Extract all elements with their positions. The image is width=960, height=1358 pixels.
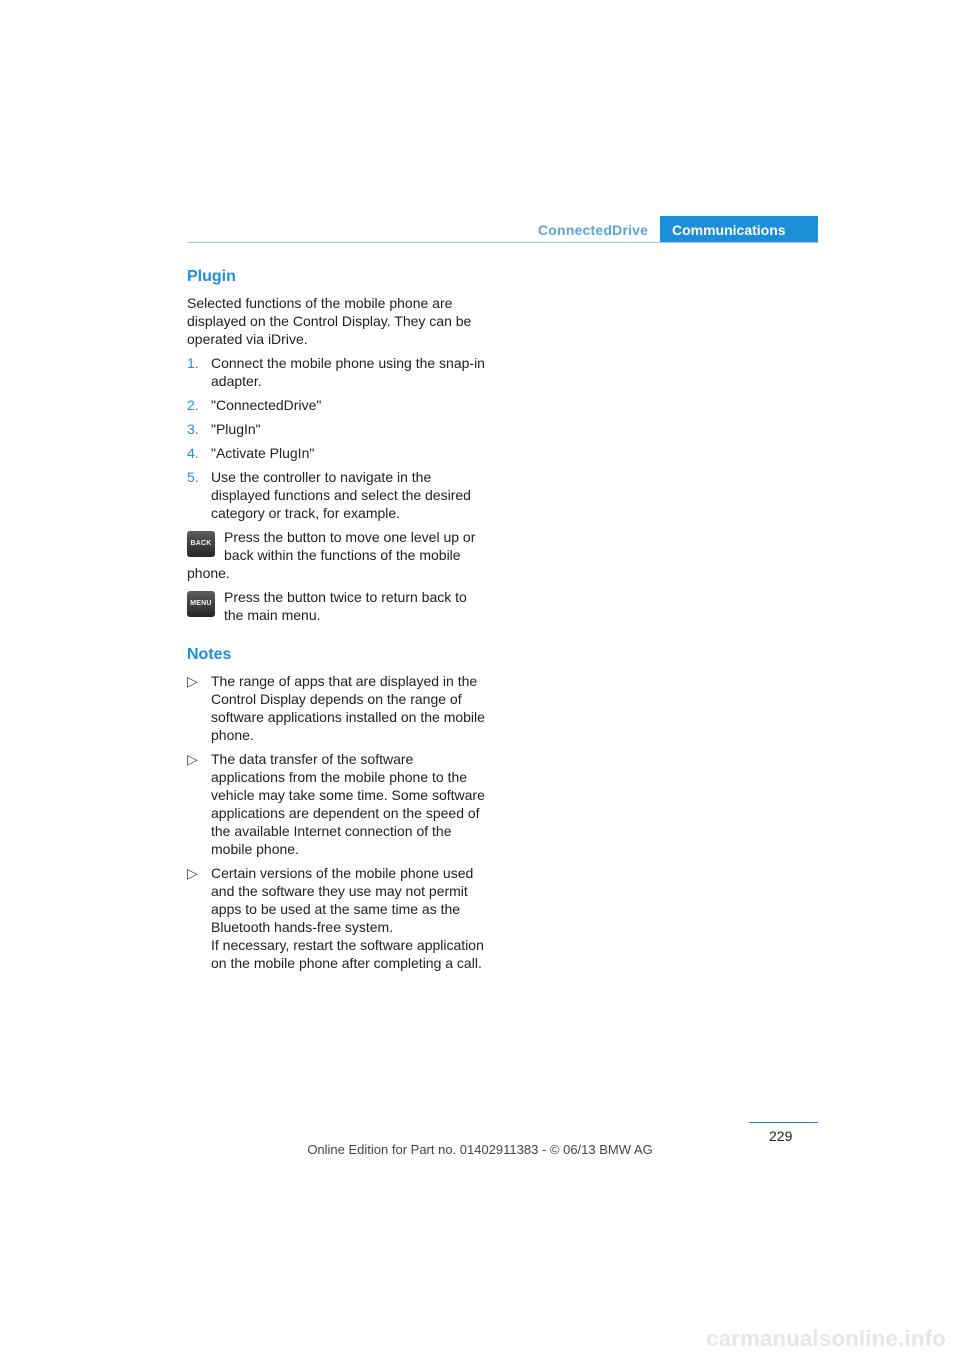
step-text: "PlugIn" [211,421,261,437]
menu-button-icon: MENU [187,591,215,617]
bullet-triangle-icon: ▷ [187,751,198,767]
plugin-heading: Plugin [187,268,236,285]
step-text: Connect the mobile phone using the snap-in adapter. [211,355,485,389]
bullet-triangle-icon: ▷ [187,865,198,881]
note-text: The range of apps that are displayed in the Control Display depends on the range of software applications installed on the mobile phone. [211,673,485,743]
bullet-triangle-icon: ▷ [187,673,198,689]
menu-button-note [187,588,485,624]
step-text: Use the controller to navigate in the displayed functions and select the desired category or track, for example. [211,469,471,521]
watermark: carmanualsonline.info [706,1326,946,1351]
header-rule [187,242,818,243]
step-number: 4. [187,445,199,461]
note-extra-text: If necessary, restart the software application on the mobile phone after completing a call. [211,937,484,971]
page-number-rule [749,1122,818,1123]
step-number: 5. [187,469,199,485]
content-column [187,266,485,978]
step-number: 3. [187,421,199,437]
step-text: "ConnectedDrive" [211,397,322,413]
note-item [187,672,485,744]
back-note-text: Press the button to move one level up or back within the functions of the mobile [224,529,476,563]
menu-note-text: Press the button twice to return back to the main menu. [224,589,467,623]
step-number: 1. [187,355,199,371]
back-note-tail: phone. [187,565,230,581]
back-button-icon: BACK [187,531,215,557]
chapter-tab [660,216,818,242]
note-text: The data transfer of the software applications from the mobile phone to the vehicle may take some time. Some software applications are dependent on the speed of the available Internet connection of the mobile phone. [211,751,485,857]
step-number: 2. [187,397,199,413]
note-text: Certain versions of the mobile phone used and the software they use may not permit apps to be used at the same time as the Bluetooth hands-free system. [211,865,474,935]
note-item [187,864,485,972]
note-item [187,750,485,858]
step-2 [187,396,485,414]
step-3 [187,420,485,438]
plugin-intro: Selected functions of the mobile phone are displayed on the Control Display. They can be operated via iDrive. [187,295,472,347]
step-4 [187,444,485,462]
notes-heading: Notes [187,646,232,663]
step-text: "Activate PlugIn" [211,445,315,461]
footer-edition: Online Edition for Part no. 01402911383 - © 06/13 BMW AG [307,1142,653,1157]
chapter-title: Communications [672,222,786,238]
page-number: 229 [769,1128,793,1144]
step-1 [187,354,485,390]
step-5 [187,468,485,522]
section-title: ConnectedDrive [538,222,649,238]
back-button-note [187,528,485,582]
